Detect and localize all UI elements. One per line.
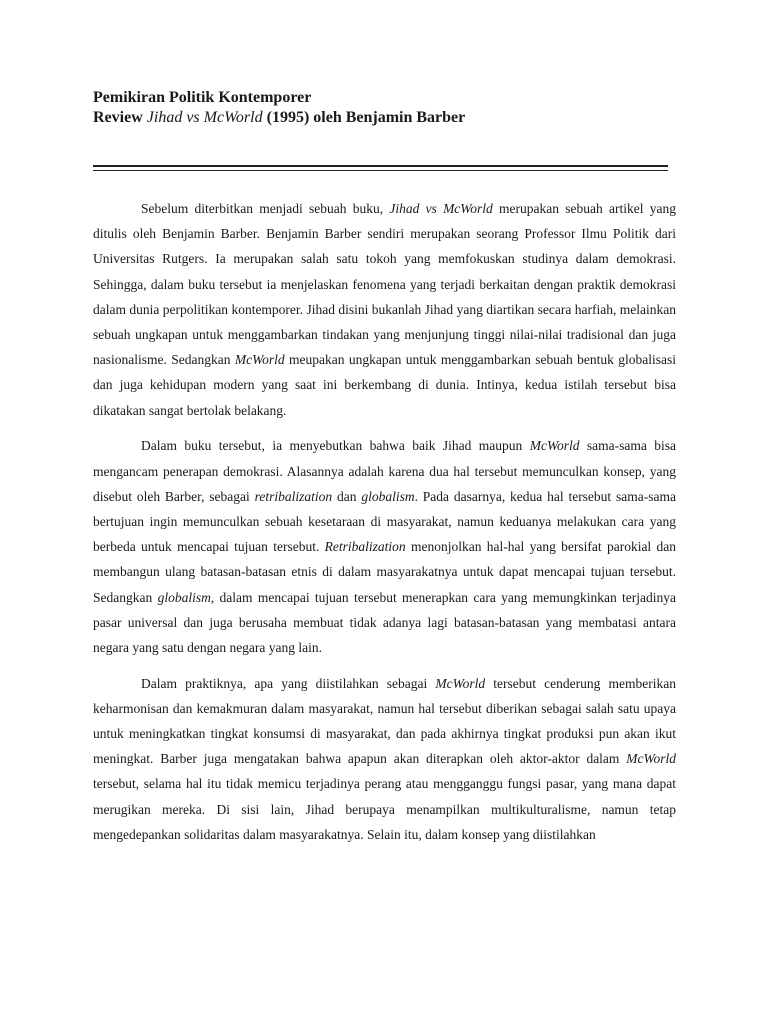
divider-line (93, 165, 668, 167)
paragraph-text: Sebelum diterbitkan menjadi sebuah buku, (141, 201, 390, 216)
review-subtitle (93, 108, 693, 128)
italic-term: McWorld (529, 438, 580, 454)
paragraph-text: sama-sama bisa mengancam penerapan demokrasi. Alasannya adalah karena dua hal tersebut memunculkan konsep, yang disebut oleh Barber, sebagai (93, 438, 677, 504)
italic-term: retribalization (254, 488, 333, 504)
paragraph-text: , dalam mencapai tujuan tersebut menerapkan cara yang memungkinkan terjadinya pasar universal dan juga berusaha membuat tidak adanya lagi batasan-batasan yang membatasi antara negara yang satu dengan negara yang lain. (93, 589, 677, 655)
page-title: Pemikiran Politik Kontemporer (93, 89, 312, 106)
italic-term: Retribalization (324, 539, 406, 555)
paragraph-text: menonjolkan hal-hal yang bersifat parokial dan membangun ulang batasan-batasan etnis di dalam masyarakatnya untuk dapat mencapai tujuan tersebut. Sedangkan (93, 539, 676, 605)
paragraph-text: meupakan ungkapan untuk menggambarkan sebuah bentuk globalisasi dan juga kehidupan modern yang saat ini berkembang di dunia. Intinya, kedua istilah tersebut bisa dikatakan sangat bertolak belakang. (93, 352, 676, 418)
paragraph-text: Dalam praktiknya, apa yang diistilahkan sebagai (141, 675, 436, 691)
italic-term: globalism (361, 488, 415, 504)
italic-term: McWorld (626, 751, 676, 767)
review-prefix: Review (93, 109, 147, 126)
paragraph-text: dan (332, 488, 362, 504)
paragraph-text: tersebut, selama hal itu tidak memicu terjadinya perang atau mengganggu fungsi pasar, yang mana dapat merugikan mereka. Di sisi lain, Jihad berupaya menampilkan multikulturalisme, namun tetap mengedepankan solidaritas dalam masyarakatnya. Selain itu, dalam konsep yang diistilahkan (93, 776, 676, 842)
italic-term: McWorld (435, 675, 486, 691)
divider-line (93, 170, 668, 172)
italic-term: Jihad vs McWorld (389, 201, 493, 216)
body-paragraph (93, 671, 676, 847)
review-book-title: Jihad vs McWorld (146, 109, 263, 126)
header-divider (93, 165, 668, 171)
italic-term: globalism (157, 589, 211, 605)
document-body (93, 196, 676, 858)
body-paragraph (93, 433, 676, 660)
review-suffix: (1995) oleh Benjamin Barber (262, 109, 466, 126)
paragraph-text: merupakan sebuah artikel yang ditulis oleh Benjamin Barber. Benjamin Barber sendiri merupakan seorang Professor Ilmu Politik dari Universitas Rutgers. Ia merupakan salah satu tokoh yang memfokuskan studinya dalam demokrasi. Sehingga, dalam buku tersebut ia menjelaskan fenomena yang terjadi berkaitan dengan praktik demokrasi dalam dunia perpolitikan kontemporer. Jihad disini bukanlah Jihad yang diartikan secara harfiah, melainkan sebuah ungkapan untuk menggambarkan tindakan yang menjunjung tinggi nilai-nilai tradisional dan juga nasionalisme. Sedangkan (93, 201, 676, 368)
italic-term: McWorld (234, 352, 285, 368)
paragraph-text: tersebut cenderung memberikan keharmonisan dan kemakmuran dalam masyarakat, namun hal tersebut diberikan sebagai salah satu upaya untuk meningkatkan tingkat konsumsi di masyarakat, dan pada akhirnya tingkat produksi pun akan ikut meningkat. Barber juga mengatakan bahwa apapun akan diterapkan oleh aktor-aktor dalam (93, 675, 676, 767)
document-header (93, 88, 693, 128)
paragraph-text: Dalam buku tersebut, ia menyebutkan bahwa baik Jihad maupun (141, 438, 530, 454)
paragraph-text: . Pada dasarnya, kedua hal tersebut sama-sama bertujuan ingin memunculkan sebuah kesetaraan di masyarakat, namun keduanya melakukan cara yang berbeda untuk mencapai tujuan tersebut. (93, 488, 676, 555)
body-paragraph (93, 196, 676, 423)
